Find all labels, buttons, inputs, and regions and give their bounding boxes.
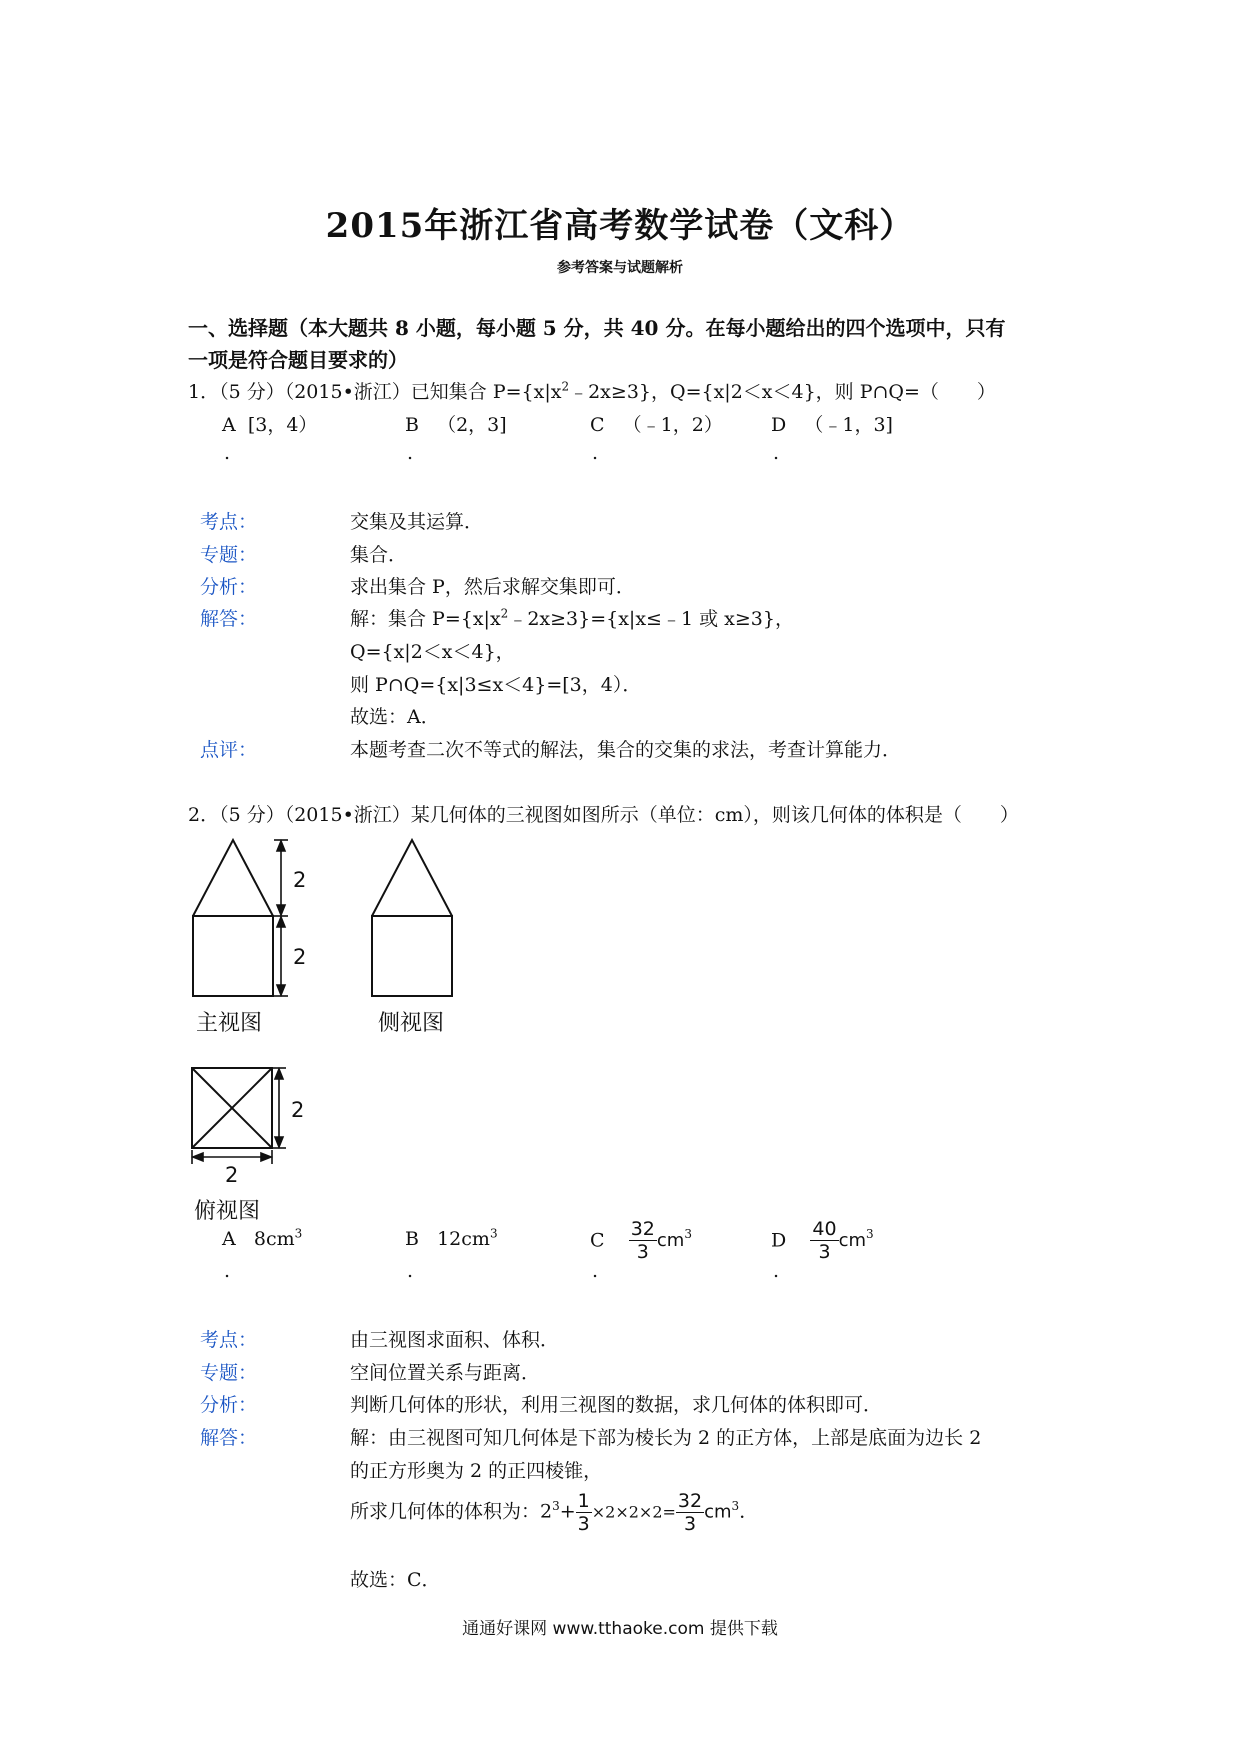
q1-dianping: 本题考查二次不等式的解法，集合的交集的求法，考查计算能力． <box>350 739 902 761</box>
q1-stem-b: ﹣2x≥3}，Q={x|2＜x＜4}，则 P∩Q=（ ） <box>569 381 996 403</box>
q2-option-d-fraction <box>810 1218 838 1263</box>
q2-jieda3-sup2: 3 <box>731 1499 740 1514</box>
section-heading-line1: 一、选择题（本大题共 8 小题，每小题 5 分，共 40 分。在每小题给出的四个选项中，只有 <box>188 316 1006 340</box>
q2-label-zhuanti: 专题： <box>200 1362 258 1384</box>
q2-option-c-num: 32 <box>630 1218 655 1240</box>
q1-stem-sup: 2 <box>561 379 570 394</box>
dim-label-upper: 2 <box>293 868 307 892</box>
q2-option-b-text: 12cm <box>437 1228 490 1250</box>
q1-label-jieda: 解答： <box>200 608 258 630</box>
section-heading-line2: 一项是符合题目要求的） <box>188 348 408 372</box>
q2-option-a-dot: . <box>224 1260 231 1282</box>
q1-stem-a: 1．（5 分）（2015•浙江）已知集合 P={x|x <box>188 381 562 403</box>
q2-option-c-sup: 3 <box>684 1227 692 1242</box>
q2-option-b[interactable] <box>405 1228 498 1250</box>
q1-option-b[interactable] <box>405 410 507 437</box>
q1-option-c[interactable] <box>590 410 723 437</box>
q1-option-b-dot: . <box>407 442 414 464</box>
q2-zhuanti: 空间位置关系与距离． <box>350 1362 541 1384</box>
page-footer: 通通好课网 www.tthaoke.com 提供下载 <box>462 1619 778 1639</box>
q1-label-dianping: 点评： <box>200 739 258 761</box>
q2-option-a[interactable] <box>222 1228 302 1250</box>
q2-jieda3-den1: 3 <box>577 1513 590 1535</box>
q1-jieda1-a: 解：集合 P={x|x <box>350 608 501 630</box>
q1-stem <box>188 377 996 407</box>
q1-kaodian: 交集及其运算． <box>350 511 484 533</box>
dim-label-top-vertical: 2 <box>291 1098 305 1122</box>
q2-option-c-den: 3 <box>636 1241 649 1263</box>
q2-option-d-den: 3 <box>818 1241 831 1263</box>
q1-option-d-dot: . <box>773 442 780 464</box>
q1-option-d-text: （﹣1，3] <box>804 414 893 436</box>
q2-jieda3-plus: + <box>559 1500 576 1523</box>
q1-label-kaodian: 考点： <box>200 511 258 533</box>
q1-jieda-line3: 则 P∩Q={x|3≤x＜4}=[3，4）． <box>350 674 642 696</box>
q2-label-fenxi: 分析： <box>200 1394 258 1416</box>
q2-option-c-dot: . <box>592 1260 599 1282</box>
q2-option-a-sup: 3 <box>294 1226 303 1241</box>
q2-jieda3-frac2 <box>676 1490 704 1535</box>
q1-option-c-letter: C <box>590 414 605 436</box>
q2-option-c[interactable] <box>590 1218 692 1263</box>
q2-option-b-letter: B <box>405 1228 419 1250</box>
front-view-label: 主视图 <box>196 1011 263 1036</box>
q1-jieda-line2: Q={x|2＜x＜4}， <box>350 641 515 663</box>
q2-label-jieda: 解答： <box>200 1427 258 1449</box>
q2-jieda3-mid: ×2×2×2= <box>591 1502 676 1522</box>
side-view-triangle <box>372 840 452 916</box>
q1-option-d-letter: D <box>771 414 787 436</box>
q2-stem: 2．（5 分）（2015•浙江）某几何体的三视图如图所示（单位：cm），则该几何体的体积是（ ） <box>188 804 1019 826</box>
front-view-triangle <box>193 840 273 916</box>
q2-option-b-sup: 3 <box>489 1226 498 1241</box>
q2-option-d[interactable] <box>771 1218 874 1263</box>
q2-jieda-line1: 解：由三视图可知几何体是下部为棱长为 2 的正方体，上部是底面为边长 2 <box>350 1427 982 1449</box>
q2-jieda3-end: ． <box>739 1500 759 1523</box>
q1-option-a[interactable] <box>222 410 317 437</box>
q2-jieda3-unit: cm <box>704 1501 732 1523</box>
q2-option-a-letter: A <box>222 1228 236 1250</box>
q2-option-b-dot: . <box>407 1260 414 1282</box>
q2-jieda-line2: 的正方形奥为 2 的正四棱锥， <box>350 1460 603 1482</box>
top-view-label: 俯视图 <box>194 1199 261 1224</box>
q1-option-a-dot: . <box>224 442 231 464</box>
q2-option-d-sup: 3 <box>866 1227 874 1242</box>
dim-label-top-horizontal: 2 <box>225 1163 239 1187</box>
q2-fenxi: 判断几何体的形状，利用三视图的数据，求几何体的体积即可． <box>350 1394 883 1416</box>
q2-jieda3-den2: 3 <box>683 1513 697 1535</box>
page-subtitle: 参考答案与试题解析 <box>557 260 683 276</box>
q2-jieda-line3 <box>350 1490 758 1535</box>
q1-fenxi: 求出集合 P，然后求解交集即可． <box>350 576 635 598</box>
side-view-square <box>372 916 452 996</box>
q2-jieda3-a: 所求几何体的体积为：2 <box>350 1500 553 1523</box>
q1-label-fenxi: 分析： <box>200 576 258 598</box>
q2-label-kaodian: 考点： <box>200 1329 258 1351</box>
q2-kaodian: 由三视图求面积、体积． <box>350 1329 560 1351</box>
q2-option-c-letter: C <box>590 1229 605 1252</box>
q2-option-d-letter: D <box>771 1229 787 1252</box>
q1-option-c-text: （﹣1，2） <box>622 414 723 436</box>
q2-option-a-text: 8cm <box>253 1228 295 1250</box>
q1-option-b-text: （2，3] <box>437 414 507 436</box>
q2-option-c-fraction <box>629 1218 657 1263</box>
q2-jieda3-sup1: 3 <box>552 1499 560 1514</box>
q2-jieda3-frac1 <box>576 1490 592 1535</box>
q1-option-d[interactable] <box>771 410 893 437</box>
q1-jieda1-sup: 2 <box>500 606 509 621</box>
side-view-label: 侧视图 <box>378 1011 445 1036</box>
q1-jieda1-b: ﹣2x≥3}={x|x≤﹣1 或 x≥3}， <box>508 608 794 630</box>
q1-jieda-line1 <box>350 604 794 631</box>
q2-jieda3-num2: 32 <box>677 1490 703 1512</box>
q1-jieda-line4: 故选：A． <box>350 706 440 728</box>
page-title: 2015年浙江省高考数学试卷（文科） <box>325 206 915 246</box>
q2-jieda3-num1: 1 <box>577 1490 590 1512</box>
q1-zhuanti: 集合． <box>350 544 408 566</box>
q2-option-d-num: 40 <box>812 1218 837 1240</box>
q2-option-c-unit: cm <box>656 1230 685 1251</box>
q1-label-zhuanti: 专题： <box>200 544 258 566</box>
q2-jieda-line4: 故选：C． <box>350 1569 441 1591</box>
q1-option-c-dot: . <box>592 442 599 464</box>
q1-option-a-letter: A <box>222 414 236 436</box>
q2-option-d-dot: . <box>773 1260 780 1282</box>
q1-option-a-text: [3，4） <box>247 414 318 436</box>
front-view-square <box>193 916 273 996</box>
q1-option-b-letter: B <box>405 414 419 436</box>
dim-label-lower: 2 <box>293 945 307 969</box>
q2-option-d-unit: cm <box>838 1230 867 1251</box>
